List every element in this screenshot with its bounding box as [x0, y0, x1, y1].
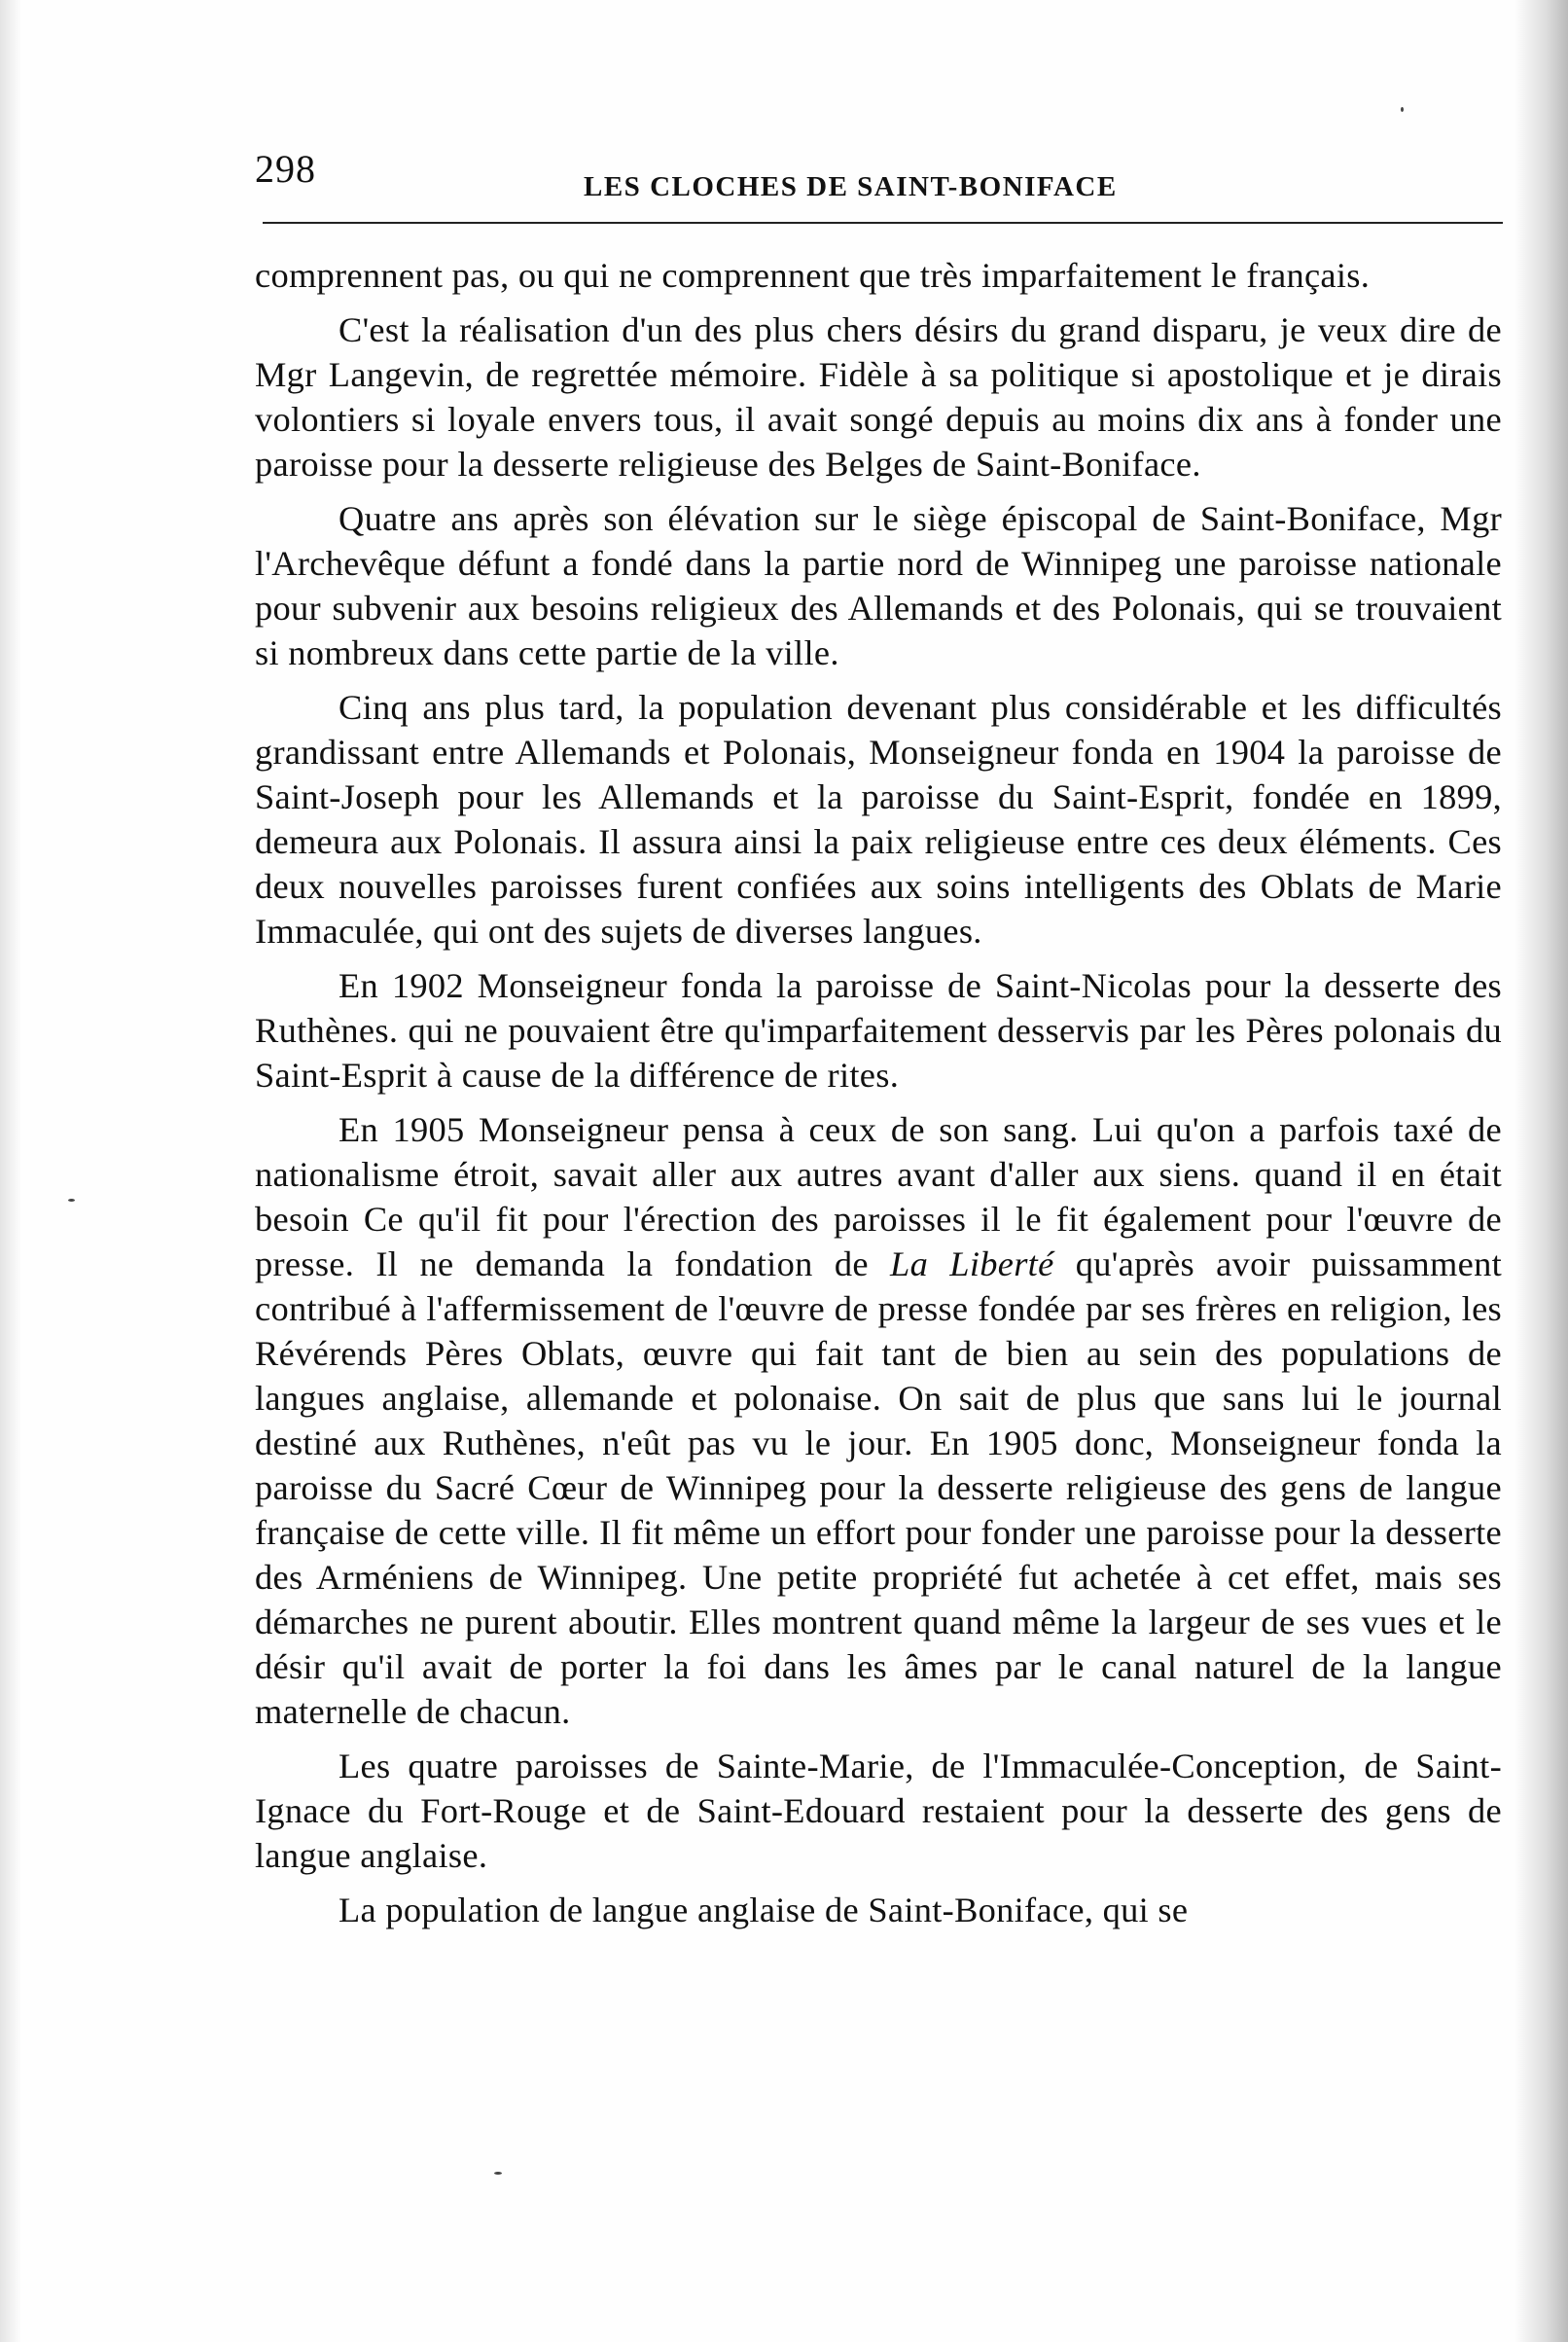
page-number: 298 [255, 147, 316, 191]
paragraph-2: C'est la réalisation d'un des plus chers désirs du grand disparu, je veux dire de Mgr Langevin, de regrettée mémoire. Fidèle à sa politique si apostolique et je dirais volontiers si loyale envers tous, il avait songé depuis au moins dix ans à fonder une paroisse pour la desserte religieuse des Belges de Saint-Boniface. [255, 310, 1502, 484]
paragraph-5: En 1902 Monseigneur fonda la paroisse de Saint-Nicolas pour la desserte des Ruthènes. qui ne pouvaient être qu'imparfaitement desservis par les Pères polonais du Saint-Esprit à cause de la différence de rites. [255, 966, 1502, 1095]
paragraph-1: comprennent pas, ou qui ne comprennent que très imparfaitement le français. [255, 256, 1371, 295]
header-rule [263, 222, 1503, 224]
paragraph-6 [255, 1107, 1502, 1734]
page-left-edge [0, 0, 21, 2342]
paragraph-3: Quatre ans après son élévation sur le siège épiscopal de Saint-Boniface, Mgr l'Archevêque défunt a fondé dans la partie nord de Winnipeg une paroisse nationale pour subvenir aux besoins religieux des Allemands et des Polonais, qui se trouvaient si nombreux dans cette partie de la ville. [255, 499, 1502, 672]
body-text [255, 253, 1502, 1942]
paragraph-4: Cinq ans plus tard, la population devenant plus considérable et les difficultés grandissant entre Allemands et Polonais, Monseigneur fonda en 1904 la paroisse de Saint-Joseph pour les Allemands et la paroisse du Saint-Esprit, fondée en 1899, demeura aux Polonais. Il assura ainsi la paix religieuse entre ces deux éléments. Ces deux nouvelles paroisses furent confiées aux soins intelligents des Oblats de Marie Immaculée, qui ont des sujets de diverses langues. [255, 688, 1502, 951]
paragraph-7: Les quatre paroisses de Sainte-Marie, de l'Immaculée-Conception, de Saint-Ignace du Fort-Rouge et de Saint-Edouard restaient pour la desserte des gens de langue anglaise. [255, 1747, 1502, 1875]
margin-speck [1401, 107, 1404, 112]
page-right-edge-shadow [1515, 0, 1568, 2342]
paragraph-8: La population de langue anglaise de Saint-Boniface, qui se [339, 1891, 1189, 1929]
running-title: LES CLOCHES DE SAINT-BONIFACE [584, 171, 1118, 202]
paragraph-6-part-2: qu'après avoir puissamment contribué à l'affermissement de l'œuvre de presse fondée par ses frères en religion, les Révérends Pères Oblats, œuvre qui fait tant de bien au sein des populations de langues anglaise, allemande et polonaise. On sait de plus que sans lui le journal destiné aux Ruthènes, n'eût pas vu le jour. En 1905 donc, Monseigneur fonda la paroisse du Sacré Cœur de Winnipeg pour la desserte religieuse des gens de langue française de cette ville. Il fit même un effort pour fonder une paroisse pour la desserte des Arméniens de Winnipeg. Une petite propriété fut achetée à cet effet, mais ses démarches ne purent aboutir. Elles montrent quand même la largeur de ses vues et le désir qu'il avait de porter la foi dans les âmes par le canal naturel de la langue maternelle de chacun. [255, 1244, 1503, 1731]
page-header [255, 146, 1500, 204]
newspaper-title: La Liberté [890, 1244, 1054, 1283]
margin-speck [68, 1199, 75, 1202]
margin-speck [494, 2172, 502, 2175]
paragraph-6-part-1: En 1905 Monseigneur pensa à ceux de son sang. Lui qu'on a parfois taxé de nationalisme étroit, savait aller aux autres avant d'aller aux siens. quand il en était besoin Ce qu'il fit pour l'érection des paroisses il le fit également pour l'œuvre de presse. Il ne demanda la fondation de [255, 1110, 1502, 1283]
